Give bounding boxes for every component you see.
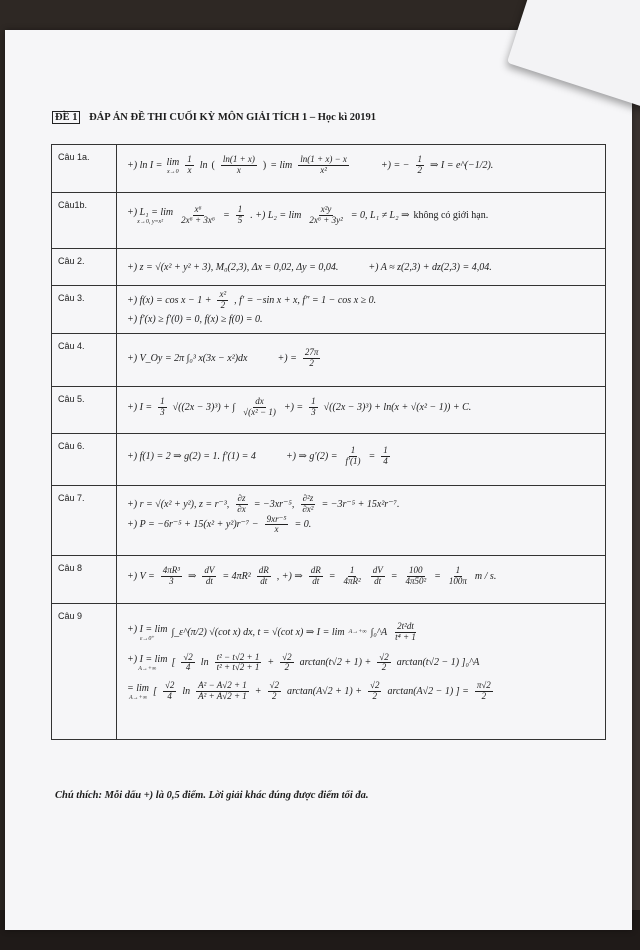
math-text: ln (199, 159, 208, 171)
denominator: t² + t√2 + 1 (216, 662, 260, 673)
formula-line (127, 205, 597, 226)
denominator: dt (205, 575, 213, 586)
denominator: 3 (311, 406, 316, 417)
denominator: ∂x² (302, 503, 314, 514)
math-text: = (390, 570, 398, 582)
math-text: +) ln I = (127, 159, 163, 171)
fraction (344, 446, 363, 467)
numerator: 27π (304, 346, 319, 357)
denominator: 2 (381, 662, 387, 673)
numerator: 1 (187, 154, 192, 164)
math-text: +) = − (380, 159, 410, 171)
denominator: 3 (169, 575, 174, 586)
numerator: dx (255, 395, 264, 406)
formula-line (127, 446, 597, 467)
answer-content (117, 433, 606, 485)
limit-sub: A→+∞ (129, 695, 148, 702)
formula-line: +) ln I = lim x→0 $\frac{1}{x}$ ln ( $\frac{\ln(1 + x)}{x}$ ) = lim $\frac{\ln(1 + x) - x}{\text{x²}}$ +) = − $\frac{1}{2}$ ⇒ I = e^(−1/2). (127, 154, 494, 175)
fraction (393, 622, 418, 643)
answer-content (117, 249, 606, 286)
fraction (447, 566, 469, 587)
limit-sub: ε→0⁺ (139, 635, 155, 642)
math-text: +) A ≈ z(2,3) + dz(2,3) = 4,04. (368, 261, 492, 273)
answer-content (117, 145, 606, 193)
denominator: dt (374, 575, 382, 586)
math-text: +) r = √(x² + y²), z = r⁻³, (127, 498, 230, 510)
math-text: [ (153, 686, 157, 698)
math-text: +) P = −6r⁻⁵ + 15(x² + y²)r⁻⁷ − (127, 519, 259, 531)
question-label: Câu 3. (52, 286, 117, 334)
denominator: 4π50² (405, 575, 427, 586)
fraction (161, 566, 182, 587)
math-text: ln (182, 686, 191, 698)
math-text: arctan(t√2 + 1) + (299, 657, 372, 669)
fraction (163, 681, 176, 702)
denominator: 2 (417, 164, 422, 175)
fraction (298, 155, 349, 176)
denominator: 2 (220, 299, 226, 310)
math-text: ∫₀^A (370, 626, 388, 638)
math-text: = (222, 209, 230, 221)
table-row (52, 193, 606, 249)
denominator: 2 (272, 691, 277, 702)
denominator: 2x⁶ + 3x⁶ (181, 214, 215, 225)
denominator: 2x⁶ + 3y² (309, 214, 343, 225)
numerator: 1 (160, 395, 165, 406)
denominator: f′(1) (345, 455, 361, 466)
numerator: √2 (379, 651, 389, 662)
numerator: 2t²dt (397, 620, 414, 631)
numerator: 1 (237, 204, 243, 214)
math-text: +) I = lim (127, 623, 168, 635)
math-text: √((2x − 3)³) + ln(x + √(x² − 1)) + C. (323, 401, 472, 413)
fraction (341, 566, 362, 587)
numerator: ln(1 + x) (222, 154, 255, 164)
table-row (52, 249, 606, 286)
limit (349, 629, 367, 635)
fraction (268, 681, 281, 702)
question-label: Câu 1a. (52, 145, 117, 193)
limit-sub: A→+∞ (348, 629, 367, 636)
fraction (403, 566, 428, 587)
denominator: 2 (372, 691, 377, 702)
numerator: 100 (409, 564, 423, 575)
math-text: = (368, 450, 376, 462)
math-text: ⇒ (187, 570, 197, 582)
numerator: dV (204, 564, 215, 575)
fraction (368, 681, 381, 702)
math-text: = −3r⁻⁵ + 15x²r⁻⁷. (321, 498, 400, 510)
fraction (381, 446, 390, 467)
question-label: Câu1b. (52, 193, 117, 249)
numerator: π√2 (476, 680, 491, 691)
table-row (52, 603, 606, 739)
denominator: 4πR² (343, 575, 361, 586)
answer-content (117, 333, 606, 386)
numerator: 1 (383, 444, 388, 455)
denominator: dt (260, 575, 268, 586)
math-text: = (328, 570, 336, 582)
denominator: x (274, 524, 279, 535)
math-text: = lim (127, 683, 150, 695)
denominator: x (236, 164, 241, 175)
fraction (241, 397, 278, 418)
document-title: ĐÁP ÁN ĐỀ THI CUỐI KỲ MÔN GIẢI TÍCH 1 – Học kì 20191 (89, 112, 377, 123)
denominator: A² + A√2 + 1 (198, 691, 247, 702)
fraction (217, 290, 228, 311)
answer-content (117, 286, 606, 334)
formula-line (127, 515, 597, 536)
conclusion-text: không có giới hạn. (413, 209, 489, 221)
numerator: ∂z (237, 492, 246, 503)
grading-note: Chú thích: Mỗi dấu +) là 0,5 điểm. Lời giải khác đúng được điểm tối đa. (55, 790, 369, 801)
fraction (196, 681, 249, 702)
document-header (52, 112, 376, 123)
fraction (475, 681, 493, 702)
math-text: arctan(t√2 − 1) ]₀^A (396, 657, 480, 669)
math-text: ∫_ε^(π/2) √(cot x) dx, t = √(cot x) ⇒ I = lim (171, 626, 345, 638)
table-row (52, 485, 606, 555)
math-text: ⇒ I = e^(−1/2). (430, 159, 494, 171)
math-text: ln (200, 657, 209, 669)
exam-code: ĐỀ 1 (52, 111, 80, 124)
denominator: 2 (284, 662, 290, 673)
answer-content (117, 603, 606, 739)
math-text: +) f(x) = cos x − 1 + (127, 294, 212, 306)
fraction (236, 205, 245, 226)
math-text: +) f(1) = 2 ⇒ g(2) = 1. f′(1) = 4 (127, 450, 256, 462)
fraction (309, 566, 323, 587)
math-text: [ (171, 657, 176, 669)
table-row (52, 386, 606, 433)
numerator: dR (310, 564, 321, 575)
math-text: +) I = lim (127, 654, 168, 666)
question-label: Câu 7. (52, 485, 117, 555)
formula-line (127, 397, 597, 418)
denominator: t⁴ + 1 (395, 631, 416, 642)
table-row (52, 286, 606, 334)
numerator: √2 (269, 680, 279, 691)
math-text: +) ⇒ g′(2) = (285, 450, 338, 462)
numerator: 1 (417, 154, 422, 164)
denominator: ∂x (237, 503, 246, 514)
math-text: arctan(A√2 − 1) ] = (387, 686, 469, 698)
denominator: 3 (160, 406, 165, 417)
numerator: 1 (350, 444, 356, 455)
math-text: +) z = √(x² + y² + 3), M₀(2,3), Δx = 0,02, Δy = 0,04. (127, 261, 339, 273)
limit (166, 156, 179, 175)
math-text: +) = (277, 352, 297, 364)
math-text: +) I = (127, 401, 153, 413)
denominator: x (187, 164, 192, 175)
numerator: 1 (349, 564, 355, 575)
fraction (303, 348, 321, 369)
numerator: √2 (282, 651, 292, 662)
math-text: √((2x − 3)³) + ∫ (172, 401, 236, 413)
numerator: √2 (164, 680, 175, 691)
fraction (257, 566, 271, 587)
numerator: x²y (320, 204, 332, 214)
table-row (52, 333, 606, 386)
numerator: 1 (311, 395, 316, 406)
question-label: Câu 6. (52, 433, 117, 485)
denominator: dt (312, 575, 320, 586)
fraction (181, 653, 194, 674)
fraction (185, 155, 194, 176)
math-text: = lim (270, 159, 293, 171)
limit (127, 623, 167, 642)
fraction (235, 494, 247, 515)
math-text: = 0, L₁ ≠ L₂ ⇒ (350, 209, 410, 221)
formula-line (127, 622, 597, 643)
fraction (221, 155, 257, 176)
limit (127, 682, 149, 701)
question-label: Câu 9 (52, 603, 117, 739)
math-text: +) V = (127, 570, 155, 582)
numerator: A² − A√2 + 1 (198, 680, 247, 691)
numerator: x² (219, 289, 227, 299)
limit-sub: A→+∞ (138, 666, 157, 673)
formula-line (127, 494, 597, 515)
numerator: ln(1 + x) − x (300, 154, 347, 164)
denominator: 4 (383, 455, 388, 466)
numerator: dV (372, 564, 383, 575)
fraction (307, 205, 344, 226)
numerator: x⁶ (194, 204, 202, 214)
answer-content (117, 555, 606, 603)
math-text: arctan(A√2 + 1) + (287, 686, 362, 698)
math-text: = 0. (294, 519, 312, 531)
denominator: x² (320, 164, 327, 175)
denominator: 2 (309, 357, 314, 368)
math-text: +) f′(x) ≥ f′(0) = 0, f(x) ≥ f(0) = 0. (127, 314, 263, 326)
numerator: t² − t√2 + 1 (216, 651, 260, 662)
formula-line (127, 311, 597, 329)
formula-line (127, 653, 597, 674)
question-label: Câu 8 (52, 555, 117, 603)
math-text: = −3xr⁻⁵, (253, 498, 295, 510)
formula-line (127, 290, 597, 311)
numerator: √2 (183, 651, 193, 662)
table-row (52, 555, 606, 603)
math-text: = 4πR² (222, 570, 251, 582)
math-text: , f′ = −sin x + x, f″ = 1 − cos x ≥ 0. (234, 294, 377, 306)
formula-line (127, 681, 597, 702)
fraction (416, 155, 425, 176)
numerator: √2 (370, 680, 380, 691)
numerator: dR (258, 564, 269, 575)
fraction (280, 653, 293, 674)
math-text: , +) ⇒ (276, 570, 303, 582)
denominator: 100π (448, 575, 467, 586)
question-label: Câu 4. (52, 333, 117, 386)
fraction (377, 653, 390, 674)
fraction (158, 397, 167, 418)
math-text: + (267, 657, 275, 669)
question-label: Câu 5. (52, 386, 117, 433)
table-row (52, 433, 606, 485)
limit-sub: x→0 (166, 168, 179, 175)
fraction (265, 515, 289, 536)
formula-line (127, 258, 597, 276)
numerator: 4πR³ (162, 564, 180, 575)
limit (127, 653, 167, 672)
limit-sub: x→0, y=x² (137, 218, 163, 225)
math-text: lim (166, 156, 180, 168)
numerator: 1 (455, 564, 461, 575)
question-label: Câu 2. (52, 249, 117, 286)
math-text: +) L₁ = lim (127, 206, 174, 218)
numerator: ∂²z (302, 492, 314, 503)
numerator: 9xr⁻⁵ (266, 513, 287, 524)
math-text: = (434, 570, 441, 582)
fraction (371, 566, 385, 587)
fraction (215, 653, 262, 674)
denominator: √(x² − 1) (243, 406, 276, 417)
answer-content (117, 193, 606, 249)
math-text: . +) L₂ = lim (250, 209, 302, 221)
formula-line (127, 348, 597, 369)
fraction (309, 397, 318, 418)
denominator: 5 (237, 214, 243, 225)
answer-table (51, 144, 606, 740)
math-text: +) V_Oy = 2π ∫₀³ x(3x − x²)dx (127, 352, 248, 364)
denominator: 4 (185, 662, 191, 673)
math-text: m / s. (474, 570, 497, 582)
denominator: 4 (167, 691, 172, 702)
limit (127, 206, 173, 225)
answer-content (117, 386, 606, 433)
math-text: + (254, 686, 262, 698)
fraction (202, 566, 216, 587)
fraction (179, 205, 217, 226)
math-text: +) = (283, 401, 304, 413)
denominator: 2 (481, 691, 487, 702)
answer-content (117, 485, 606, 555)
fraction (300, 494, 315, 515)
table-row (52, 145, 606, 193)
formula-line (127, 566, 597, 587)
